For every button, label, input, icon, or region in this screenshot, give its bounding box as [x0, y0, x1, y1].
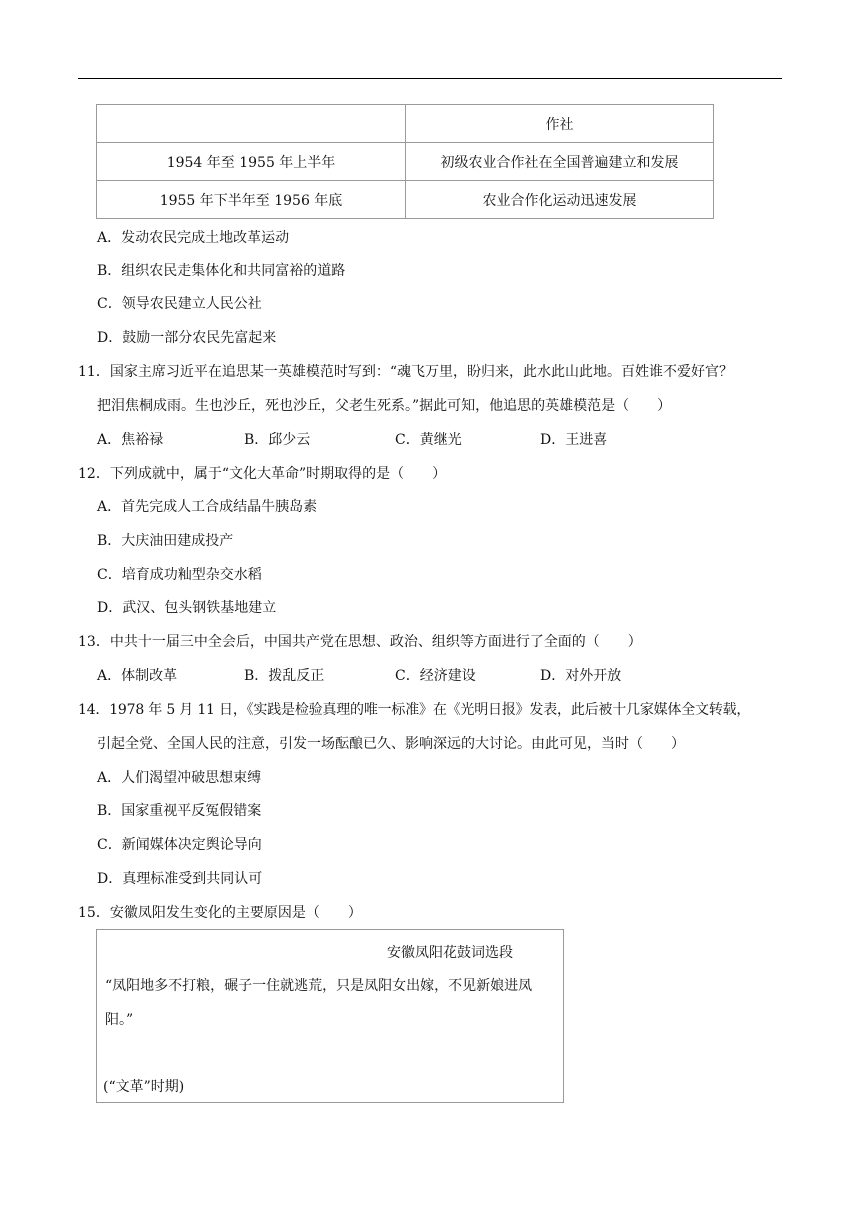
q12-option-a: A．首先完成人工合成结晶牛胰岛素 — [97, 499, 318, 515]
excerpt-text-line1: “凤阳地多不打粮，碾子一住就逃荒，只是凤阳女出嫁，不见新娘进凤 — [105, 978, 533, 994]
q10-option-c: C．领导农民建立人民公社 — [97, 296, 262, 312]
table-cell: 作社 — [406, 105, 714, 143]
q12-option-d: D．武汉、包头钢铁基地建立 — [97, 600, 277, 616]
q14-stem-line1: 14．1978 年 5 月 11 日，《实践是检验真理的唯一标准》在《光明日报》发表，此后被十几家媒体全文转载， — [78, 702, 751, 718]
q13-option-b: B．拨乱反正 — [244, 668, 325, 684]
excerpt-text-line2: 阳。” — [105, 1012, 134, 1028]
q10-option-b: B．组织农民走集体化和共同富裕的道路 — [97, 263, 346, 279]
timeline-table — [96, 104, 714, 219]
q10-option-d: D．鼓励一部分农民先富起来 — [97, 330, 277, 346]
q14-option-d: D．真理标准受到共同认可 — [97, 871, 263, 887]
q13-option-c: C．经济建设 — [395, 668, 476, 684]
q11-option-d: D．王进喜 — [540, 432, 608, 448]
table-cell: 初级农业合作社在全国普遍建立和发展 — [406, 143, 714, 181]
table-cell — [97, 105, 406, 143]
q11-option-c: C．黄继光 — [395, 432, 462, 448]
excerpt-title: 安徽凤阳花鼓词选段 — [387, 945, 513, 961]
table-row — [97, 105, 714, 143]
q13-stem: 13．中共十一届三中全会后，中国共产党在思想、政治、组织等方面进行了全面的（ ） — [78, 634, 642, 650]
table-cell: 1954 年至 1955 年上半年 — [97, 143, 406, 181]
q14-option-a: A．人们渴望冲破思想束缚 — [97, 770, 262, 786]
q12-option-b: B．大庆油田建成投产 — [97, 533, 234, 549]
q13-option-d: D．对外开放 — [540, 668, 622, 684]
q12-stem: 12．下列成就中，属于“文化大革命”时期取得的是（ ） — [78, 466, 447, 482]
q10-option-a: A．发动农民完成土地改革运动 — [97, 230, 290, 246]
q15-stem: 15．安徽凤阳发生变化的主要原因是（ ） — [78, 905, 362, 921]
q11-stem-line1: 11．国家主席习近平在追思某一英雄模范时写到：“魂飞万里，盼归来，此水此山此地。百姓谁不爱好官？ — [78, 364, 733, 380]
table-cell: 1955 年下半年至 1956 年底 — [97, 181, 406, 219]
q14-stem-line2: 引起全党、全国人民的注意，引发一场酝酿已久、影响深远的大讨论。由此可见，当时（ ） — [97, 736, 685, 752]
q11-stem-line2: 把泪焦桐成雨。生也沙丘，死也沙丘，父老生死系。”据此可知，他追思的英雄模范是（ ） — [97, 398, 672, 414]
table-cell: 农业合作化运动迅速发展 — [406, 181, 714, 219]
excerpt-period: (“文革”时期) — [103, 1079, 185, 1095]
q13-options — [0, 666, 860, 686]
q11-options — [0, 430, 860, 450]
table-row — [97, 143, 714, 181]
q14-option-c: C．新闻媒体决定舆论导向 — [97, 837, 262, 853]
q14-option-b: B．国家重视平反冤假错案 — [97, 803, 262, 819]
q13-option-a: A．体制改革 — [97, 668, 178, 684]
table-row — [97, 181, 714, 219]
q11-option-a: A．焦裕禄 — [97, 432, 164, 448]
q12-option-c: C．培育成功籼型杂交水稻 — [97, 567, 262, 583]
header-rule — [78, 78, 782, 79]
source-excerpt-box — [96, 929, 564, 1103]
q11-option-b: B．邱少云 — [244, 432, 311, 448]
